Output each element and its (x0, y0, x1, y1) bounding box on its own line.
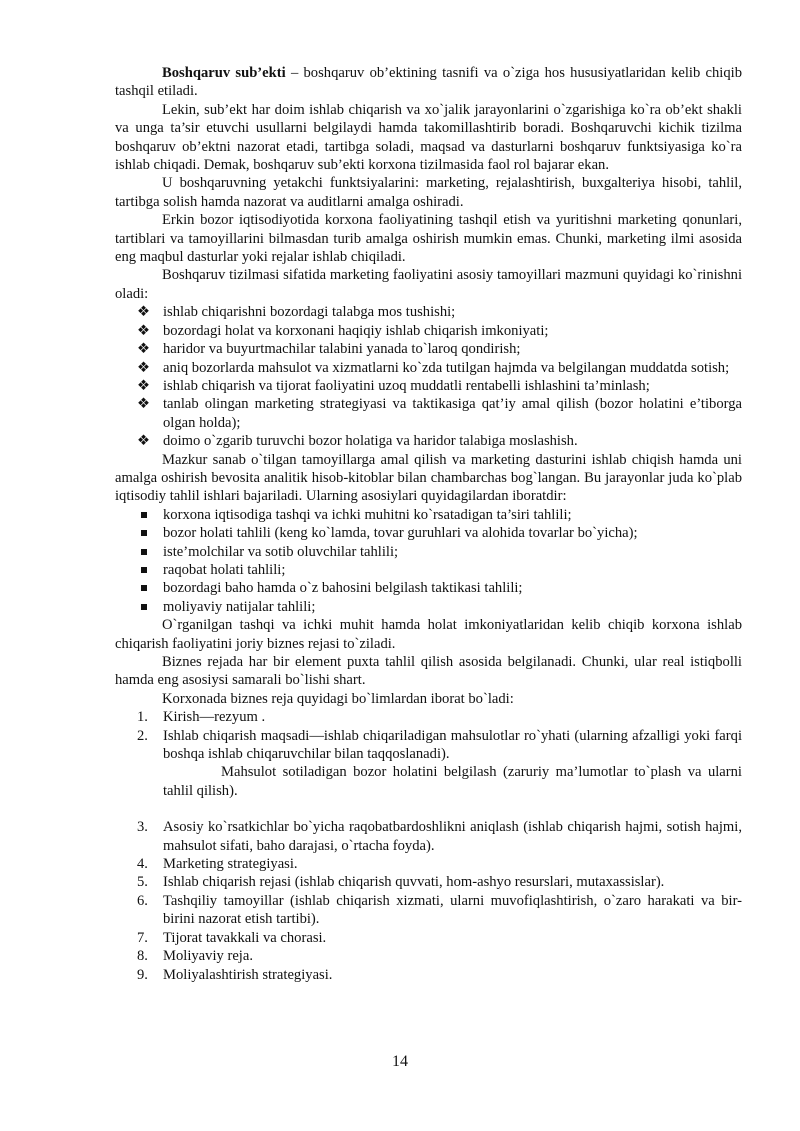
paragraph-2: Lekin, sub’ekt har doim ishlab chiqarish va xo`jalik jarayonlarini o`zgarishiga ko`ra ob’ekt shakli va unga ta’sir etuvchi usullarni belgilaydi hamda takomillashtirib boradi. Boshqaruvchi kichik tizilma boshqaruv ob’ektni nazorat etadi, tartibga soladi, maqsad va dasturlarni boshqaruv funktsiyasiga ko`ra ishlab chiqadi. Demak, boshqaruv sub’ekti korxona tizilmasida faol rol bajarar ekan. (115, 101, 742, 174)
list-item: 3. Asosiy ko`rsatkichlar bo`yicha raqobatbardoshlikni aniqlash (ishlab chiqarish hajmi, sotish hajmi, mahsulot sifati, baho darajasi, o`rtacha foyda). (137, 819, 742, 854)
list-item: 8. Moliyaviy reja. (137, 948, 253, 965)
item-number: 2. (137, 727, 148, 744)
analysis-list (115, 506, 742, 616)
definition-text: – boshqaruv ob’ektining tasnifi va o`ziga hos hususiyatlaridan kelib chiqib tashqil etiladi. (115, 65, 742, 100)
list-item: ❖ doimo o`zgarib turuvchi bozor holatiga va haridor talabiga moslashish. (137, 433, 578, 450)
diamond-bullet-icon: ❖ (137, 377, 151, 394)
item-number: 1. (137, 709, 148, 726)
item-number: 5. (137, 874, 148, 891)
square-bullet-icon (141, 512, 147, 518)
list-item: ❖ tanlab olingan marketing strategiyasi va taktikasiga qat’iy amal qilish (bozor holatini e’tiborga olgan holda); (137, 396, 742, 431)
list-item: 4. Marketing strategiyasi. (137, 856, 298, 873)
list-item: 5. Ishlab chiqarish rejasi (ishlab chiqarish quvvati, hom-ashyo resurslari, mutaxassislar). (137, 874, 665, 891)
square-bullet-icon (141, 549, 147, 555)
item-number: 8. (137, 948, 148, 965)
paragraph-definition (115, 64, 742, 101)
diamond-bullet-icon: ❖ (137, 341, 151, 358)
square-bullet-icon (141, 530, 147, 536)
paragraph-9: Korxonada biznes reja quyidagi bo`limlardan iborat bo`ladi: (162, 690, 514, 707)
spacer (115, 800, 742, 818)
principles-list (115, 303, 742, 450)
item-number: 3. (137, 819, 148, 836)
list-item: ❖ ishlab chiqarishni bozordagi talabga mos tushishi; (137, 304, 456, 321)
item-number: 4. (137, 856, 148, 873)
list-item: 7. Tijorat tavakkali va chorasi. (137, 929, 327, 946)
term-bold: Boshqaruv sub’ekti (162, 65, 286, 81)
diamond-bullet-icon: ❖ (137, 359, 151, 376)
diamond-bullet-icon: ❖ (137, 433, 151, 450)
list-item: iste’molchilar va sotib oluvchilar tahlili; (115, 543, 742, 561)
list-item: ❖ haridor va buyurtmachilar talabini yanada to`laroq qondirish; (137, 341, 521, 358)
paragraph-8: Biznes rejada har bir element puxta tahlil qilish asosida belgilanadi. Chunki, ular real istiqbolli hamda eng asosiysi samarali bo`lishi shart. (115, 654, 742, 689)
list-item: bozor holati tahlili (keng ko`lamda, tovar guruhlari va alohida tovarlar bo`yicha); (115, 524, 742, 542)
paragraph-3: U boshqaruvning yetakchi funktsiyalarini: marketing, rejalashtirish, buxgalteriya hisobi, tahlil, tartibga solish hamda nazorat va auditlarni amalga oshiradi. (115, 175, 742, 210)
page-number: 14 (392, 1053, 408, 1070)
diamond-bullet-icon: ❖ (137, 304, 151, 321)
list-item: moliyaviy natijalar tahlili; (115, 598, 742, 616)
document-page (115, 64, 742, 984)
square-bullet-icon (141, 585, 147, 591)
diamond-bullet-icon: ❖ (137, 322, 151, 339)
item-number: 9. (137, 966, 148, 983)
list-item: raqobat holati tahlili; (115, 561, 742, 579)
item-number: 6. (137, 892, 148, 909)
item-number: 7. (137, 929, 148, 946)
list-item: ❖ ishlab chiqarish va tijorat faoliyatini uzoq muddatli rentabelli ishlashini ta’minlash; (137, 377, 650, 394)
list-item: korxona iqtisodiga tashqi va ichki muhitni ko`rsatadigan ta’siri tahlili; (115, 506, 742, 524)
business-plan-sections (115, 708, 742, 984)
list-item: 9. Moliyalashtirish strategiyasi. (137, 966, 333, 983)
paragraph-4: Erkin bozor iqtisodiyotida korxona faoliyatining tashqil etish va yuritishni marketing qonunlari, tartiblari va tamoyillarini bilmasdan turib amalga oshirish mumkin emas. Chunki, marketing ilmi asosida eng maqbul dasturlar yoki rejalar ishlab chiqiladi. (115, 212, 742, 266)
diamond-bullet-icon: ❖ (137, 396, 151, 413)
list-item: 1. Kirish—rezyum . (137, 709, 266, 726)
list-item: ❖ aniq bozorlarda mahsulot va xizmatlarni ko`zda tutilgan hajmda va belgilangan muddatda sotish; (137, 359, 730, 376)
list-item: ❖ bozordagi holat va korxonani haqiqiy ishlab chiqarish imkoniyati; (137, 322, 549, 339)
list-item: 2. Ishlab chiqarish maqsadi—ishlab chiqariladigan mahsulotlar ro`yhati (ularning afzalligi yoki farqi boshqa ishlab chiqaruvchilar bilan taqqoslanadi). Mahsulot sotiladigan bozor holatini belgilash (zaruriy ma’lumotlar to`plash va ularni tahlil qilish). (137, 727, 742, 799)
square-bullet-icon (141, 567, 147, 573)
sub-paragraph: Mahsulot sotiladigan bozor holatini belgilash (zaruriy ma’lumotlar to`plash va ularni tahlil qilish). (163, 764, 742, 799)
square-bullet-icon (141, 604, 147, 610)
paragraph-5: Boshqaruv tizilmasi sifatida marketing faoliyatini asosiy tamoyillari mazmuni quyidagi ko`rinishni oladi: (115, 267, 742, 302)
paragraph-7: O`rganilgan tashqi va ichki muhit hamda holat imkoniyatlaridan kelib chiqib korxona ishlab chiqarish faoliyatini joriy biznes rejasi to`ziladi. (115, 617, 742, 652)
list-item: bozordagi baho hamda o`z bahosini belgilash taktikasi tahlili; (115, 579, 742, 597)
paragraph-6: Mazkur sanab o`tilgan tamoyillarga amal qilish va marketing dasturini ishlab chiqish hamda uni amalga oshirish bevosita analitik hisob-kitoblar bilan chambarchas bog`langan. Bu jarayonlar juda ko`plab iqtisodiy tahlil ishlari bajariladi. Ularning asosiylari quyidagilardan iboratdir: (115, 451, 742, 505)
list-item: 6. Tashqiliy tamoyillar (ishlab chiqarish xizmati, ularni muvofiqlashtirish, o`zaro harakati va bir-birini nazorat etish tartibi). (137, 892, 742, 928)
